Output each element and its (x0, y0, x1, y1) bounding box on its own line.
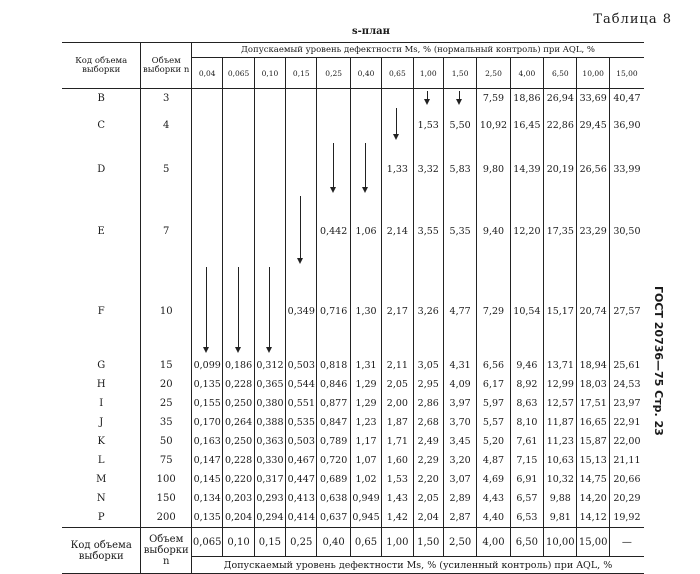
value-cell: 15,13 (577, 451, 609, 470)
table-row (62, 432, 644, 451)
value-cell: 14,20 (577, 489, 609, 508)
value-cell: 2,11 (382, 356, 413, 375)
value-cell: 0,099 (192, 356, 223, 375)
down-arrow-icon (297, 196, 305, 264)
table-row (62, 508, 644, 528)
down-arrow-icon (393, 108, 401, 140)
tightened-control-caption: Допускаемый уровень дефектности Ms, % (усиленный контроль) при AQL, % (192, 557, 644, 574)
value-cell: 2,00 (382, 394, 413, 413)
tightened-level: 0,15 (254, 528, 285, 557)
value-cell: 0,204 (223, 508, 254, 528)
value-cell: 9,80 (477, 143, 510, 196)
value-cell: 7,59 (477, 89, 510, 109)
value-cell: 26,56 (577, 143, 609, 196)
sample-size: 5 (141, 143, 192, 196)
value-cell: 10,63 (544, 451, 577, 470)
sample-size: 3 (141, 89, 192, 109)
value-cell: 1,33 (382, 143, 413, 196)
value-cell: 36,90 (609, 108, 644, 143)
value-cell: 30,50 (609, 196, 644, 267)
value-cell: 0,503 (286, 356, 317, 375)
tightened-level: 0,65 (350, 528, 381, 557)
value-cell: 0,163 (192, 432, 223, 451)
value-cell: 11,87 (544, 413, 577, 432)
value-cell (254, 196, 285, 267)
value-cell (443, 89, 476, 109)
value-cell: 6,56 (477, 356, 510, 375)
table-row (62, 356, 644, 375)
value-cell: 5,83 (443, 143, 476, 196)
value-cell: 14,12 (577, 508, 609, 528)
tightened-code-label: Код объема выборки (62, 528, 141, 574)
normal-control-header: Допускаемый уровень дефектности Ms, % (нормальный контроль) при AQL, % (192, 43, 644, 58)
value-cell (286, 143, 317, 196)
sample-size: 50 (141, 432, 192, 451)
plan-label: s-план (352, 26, 390, 37)
value-cell: 1,60 (382, 451, 413, 470)
value-cell: 24,53 (609, 375, 644, 394)
value-cell (192, 108, 223, 143)
value-cell: 6,91 (510, 470, 543, 489)
value-cell: 0,789 (317, 432, 350, 451)
sample-size: 20 (141, 375, 192, 394)
value-cell: 2,89 (443, 489, 476, 508)
aql-level-header: 10,00 (577, 58, 609, 89)
value-cell: 8,92 (510, 375, 543, 394)
value-cell: 23,97 (609, 394, 644, 413)
aql-level-header: 1,50 (443, 58, 476, 89)
value-cell: 0,294 (254, 508, 285, 528)
value-cell: 2,14 (382, 196, 413, 267)
value-cell (254, 143, 285, 196)
value-cell: 4,69 (477, 470, 510, 489)
value-cell: 0,467 (286, 451, 317, 470)
value-cell: 14,75 (577, 470, 609, 489)
aql-level-header: 4,00 (510, 58, 543, 89)
value-cell: 3,70 (443, 413, 476, 432)
value-cell: 20,66 (609, 470, 644, 489)
value-cell: 3,20 (443, 451, 476, 470)
value-cell: 0,689 (317, 470, 350, 489)
value-cell: 7,61 (510, 432, 543, 451)
value-cell: 4,87 (477, 451, 510, 470)
value-cell: 27,57 (609, 267, 644, 356)
sample-size: 75 (141, 451, 192, 470)
value-cell: 15,87 (577, 432, 609, 451)
tightened-level: 0,10 (223, 528, 254, 557)
tightened-level: 0,40 (317, 528, 350, 557)
value-cell: 18,86 (510, 89, 543, 109)
value-cell: 20,74 (577, 267, 609, 356)
value-cell: 2,05 (413, 489, 443, 508)
value-cell: 10,92 (477, 108, 510, 143)
value-cell: 12,99 (544, 375, 577, 394)
value-cell: 5,20 (477, 432, 510, 451)
value-cell: 2,68 (413, 413, 443, 432)
value-cell (192, 267, 223, 356)
value-cell: 0,544 (286, 375, 317, 394)
value-cell: 0,135 (192, 375, 223, 394)
sample-size: 100 (141, 470, 192, 489)
value-cell: 0,442 (317, 196, 350, 267)
tightened-size-label: Объем выборки n (141, 528, 192, 574)
value-cell: 0,349 (286, 267, 317, 356)
value-cell: 0,250 (223, 432, 254, 451)
value-cell: 0,228 (223, 375, 254, 394)
side-footer-text: ГОСТ 20736—75 Стр. 23 (652, 286, 665, 436)
value-cell: 22,00 (609, 432, 644, 451)
value-cell: 7,15 (510, 451, 543, 470)
down-arrow-icon (266, 267, 274, 353)
value-cell: 17,51 (577, 394, 609, 413)
sample-code: M (96, 474, 107, 485)
down-arrow-icon (456, 91, 464, 105)
sample-code: H (96, 379, 106, 390)
value-cell: 26,94 (544, 89, 577, 109)
sample-size: 150 (141, 489, 192, 508)
value-cell: 2,49 (413, 432, 443, 451)
value-cell: 18,94 (577, 356, 609, 375)
value-cell: 13,71 (544, 356, 577, 375)
value-cell: 5,57 (477, 413, 510, 432)
value-cell: 1,87 (382, 413, 413, 432)
sample-code: B (97, 93, 105, 104)
sample-size: 35 (141, 413, 192, 432)
sample-size: 7 (141, 196, 192, 267)
value-cell: 2,05 (382, 375, 413, 394)
value-cell: 5,35 (443, 196, 476, 267)
value-cell: 16,65 (577, 413, 609, 432)
value-cell: 23,29 (577, 196, 609, 267)
code-column-header: Код объема выборки (62, 43, 141, 89)
aql-level-header: 1,00 (413, 58, 443, 89)
value-cell: 0,388 (254, 413, 285, 432)
value-cell: 2,87 (443, 508, 476, 528)
aql-level-header: 0,15 (286, 58, 317, 89)
value-cell: 9,81 (544, 508, 577, 528)
sample-code: P (97, 512, 105, 523)
value-cell: 3,26 (413, 267, 443, 356)
value-cell: 3,97 (443, 394, 476, 413)
sample-code: K (97, 436, 105, 447)
value-cell: 0,945 (350, 508, 381, 528)
value-cell: 3,05 (413, 356, 443, 375)
value-cell: 1,29 (350, 375, 381, 394)
sample-code: I (99, 398, 104, 409)
value-cell (223, 196, 254, 267)
value-cell: 3,45 (443, 432, 476, 451)
value-cell: 10,32 (544, 470, 577, 489)
sample-code: N (96, 493, 106, 504)
tightened-level: 0,065 (192, 528, 223, 557)
value-cell: 0,365 (254, 375, 285, 394)
value-cell: 0,413 (286, 489, 317, 508)
value-cell (382, 89, 413, 109)
value-cell: 20,19 (544, 143, 577, 196)
table-row (62, 375, 644, 394)
sample-size: 200 (141, 508, 192, 528)
aql-level-header: 6,50 (544, 58, 577, 89)
value-cell: 1,30 (350, 267, 381, 356)
value-cell: 20,29 (609, 489, 644, 508)
value-cell (350, 108, 381, 143)
value-cell: 0,447 (286, 470, 317, 489)
down-arrow-icon (235, 267, 243, 353)
value-cell: 0,220 (223, 470, 254, 489)
table-row (62, 108, 644, 143)
tightened-level: 0,25 (286, 528, 317, 557)
value-cell (317, 89, 350, 109)
value-cell: 2,95 (413, 375, 443, 394)
value-cell: 14,39 (510, 143, 543, 196)
down-arrow-icon (330, 143, 338, 193)
value-cell (413, 89, 443, 109)
table-row (62, 489, 644, 508)
value-cell: 0,203 (223, 489, 254, 508)
value-cell: 6,57 (510, 489, 543, 508)
value-cell: 0,186 (223, 356, 254, 375)
value-cell: 2,17 (382, 267, 413, 356)
value-cell (317, 108, 350, 143)
value-cell: 21,11 (609, 451, 644, 470)
value-cell: 1,06 (350, 196, 381, 267)
value-cell: 0,312 (254, 356, 285, 375)
tightened-level: — (609, 528, 644, 557)
value-cell (223, 89, 254, 109)
sample-size: 25 (141, 394, 192, 413)
value-cell (350, 89, 381, 109)
value-cell: 22,91 (609, 413, 644, 432)
tightened-level: 15,00 (577, 528, 609, 557)
aql-level-header: 0,25 (317, 58, 350, 89)
value-cell: 0,330 (254, 451, 285, 470)
value-cell: 29,45 (577, 108, 609, 143)
value-cell: 0,720 (317, 451, 350, 470)
value-cell (192, 196, 223, 267)
value-cell: 1,29 (350, 394, 381, 413)
sample-code: C (97, 120, 106, 131)
value-cell: 1,71 (382, 432, 413, 451)
value-cell: 0,638 (317, 489, 350, 508)
value-cell: 0,293 (254, 489, 285, 508)
value-cell: 12,57 (544, 394, 577, 413)
value-cell: 9,46 (510, 356, 543, 375)
value-cell: 0,877 (317, 394, 350, 413)
value-cell: 1,17 (350, 432, 381, 451)
sample-code: D (97, 164, 106, 175)
tightened-level: 4,00 (477, 528, 510, 557)
down-arrow-icon (362, 143, 370, 193)
value-cell: 0,135 (192, 508, 223, 528)
value-cell: 4,31 (443, 356, 476, 375)
sample-code: L (97, 455, 105, 466)
value-cell: 0,264 (223, 413, 254, 432)
value-cell (286, 196, 317, 267)
value-cell: 18,03 (577, 375, 609, 394)
value-cell: 4,40 (477, 508, 510, 528)
value-cell (350, 143, 381, 196)
value-cell: 1,07 (350, 451, 381, 470)
aql-level-header: 0,10 (254, 58, 285, 89)
table-row (62, 413, 644, 432)
value-cell: 0,846 (317, 375, 350, 394)
tightened-level: 1,50 (413, 528, 443, 557)
value-cell: 2,86 (413, 394, 443, 413)
acceptance-table (62, 42, 644, 574)
tightened-level: 6,50 (510, 528, 543, 557)
value-cell: 1,02 (350, 470, 381, 489)
down-arrow-icon (203, 267, 211, 353)
table-row (62, 267, 644, 356)
value-cell: 40,47 (609, 89, 644, 109)
table-row (62, 196, 644, 267)
value-cell: 1,23 (350, 413, 381, 432)
value-cell (382, 108, 413, 143)
value-cell: 4,77 (443, 267, 476, 356)
value-cell: 0,228 (223, 451, 254, 470)
value-cell (223, 267, 254, 356)
value-cell: 0,134 (192, 489, 223, 508)
value-cell (192, 89, 223, 109)
value-cell (254, 108, 285, 143)
value-cell: 0,414 (286, 508, 317, 528)
value-cell: 4,09 (443, 375, 476, 394)
value-cell (223, 108, 254, 143)
value-cell: 5,97 (477, 394, 510, 413)
value-cell: 6,53 (510, 508, 543, 528)
value-cell: 17,35 (544, 196, 577, 267)
aql-level-header: 0,40 (350, 58, 381, 89)
value-cell: 3,07 (443, 470, 476, 489)
value-cell: 0,503 (286, 432, 317, 451)
sample-code: G (97, 360, 106, 371)
table-row (62, 394, 644, 413)
value-cell: 2,20 (413, 470, 443, 489)
sample-size: 4 (141, 108, 192, 143)
value-cell: 0,818 (317, 356, 350, 375)
aql-level-header: 0,04 (192, 58, 223, 89)
aql-level-header: 2,50 (477, 58, 510, 89)
value-cell: 0,317 (254, 470, 285, 489)
table-row (62, 89, 644, 109)
value-cell (286, 89, 317, 109)
tightened-level: 2,50 (443, 528, 476, 557)
sample-size: 10 (141, 267, 192, 356)
table-row (62, 143, 644, 196)
value-cell: 25,61 (609, 356, 644, 375)
value-cell: 3,55 (413, 196, 443, 267)
value-cell: 22,86 (544, 108, 577, 143)
value-cell: 2,04 (413, 508, 443, 528)
value-cell: 0,847 (317, 413, 350, 432)
value-cell: 0,551 (286, 394, 317, 413)
value-cell: 1,42 (382, 508, 413, 528)
value-cell: 5,50 (443, 108, 476, 143)
tightened-level: 10,00 (544, 528, 577, 557)
value-cell: 0,250 (223, 394, 254, 413)
value-cell: 0,380 (254, 394, 285, 413)
value-cell: 0,147 (192, 451, 223, 470)
value-cell: 0,716 (317, 267, 350, 356)
sample-code: F (97, 306, 105, 317)
value-cell: 1,31 (350, 356, 381, 375)
value-cell: 11,23 (544, 432, 577, 451)
aql-level-header: 0,65 (382, 58, 413, 89)
value-cell: 33,69 (577, 89, 609, 109)
value-cell: 1,43 (382, 489, 413, 508)
value-cell (317, 143, 350, 196)
value-cell: 0,949 (350, 489, 381, 508)
value-cell (223, 143, 254, 196)
value-cell: 19,92 (609, 508, 644, 528)
table-title: Таблица 8 (593, 12, 672, 27)
value-cell: 2,29 (413, 451, 443, 470)
value-cell: 9,88 (544, 489, 577, 508)
value-cell (254, 267, 285, 356)
sample-code: J (99, 417, 104, 428)
down-arrow-icon (424, 91, 432, 105)
value-cell: 0,155 (192, 394, 223, 413)
tightened-level: 1,00 (382, 528, 413, 557)
value-cell (192, 143, 223, 196)
value-cell: 8,63 (510, 394, 543, 413)
value-cell: 0,145 (192, 470, 223, 489)
value-cell: 8,10 (510, 413, 543, 432)
value-cell: 0,170 (192, 413, 223, 432)
value-cell: 6,17 (477, 375, 510, 394)
value-cell: 1,53 (413, 108, 443, 143)
value-cell: 16,45 (510, 108, 543, 143)
aql-level-header: 0,065 (223, 58, 254, 89)
value-cell: 4,43 (477, 489, 510, 508)
sample-size-column-header: Объем выборки n (141, 43, 192, 89)
value-cell: 33,99 (609, 143, 644, 196)
table-row (62, 451, 644, 470)
value-cell: 12,20 (510, 196, 543, 267)
sample-code: E (97, 226, 105, 237)
value-cell: 0,363 (254, 432, 285, 451)
value-cell (254, 89, 285, 109)
value-cell: 10,54 (510, 267, 543, 356)
value-cell: 1,53 (382, 470, 413, 489)
table-row (62, 470, 644, 489)
aql-level-header: 15,00 (609, 58, 644, 89)
value-cell: 0,637 (317, 508, 350, 528)
value-cell: 3,32 (413, 143, 443, 196)
sample-size: 15 (141, 356, 192, 375)
value-cell: 7,29 (477, 267, 510, 356)
value-cell: 15,17 (544, 267, 577, 356)
value-cell: 0,535 (286, 413, 317, 432)
value-cell (286, 108, 317, 143)
value-cell: 9,40 (477, 196, 510, 267)
